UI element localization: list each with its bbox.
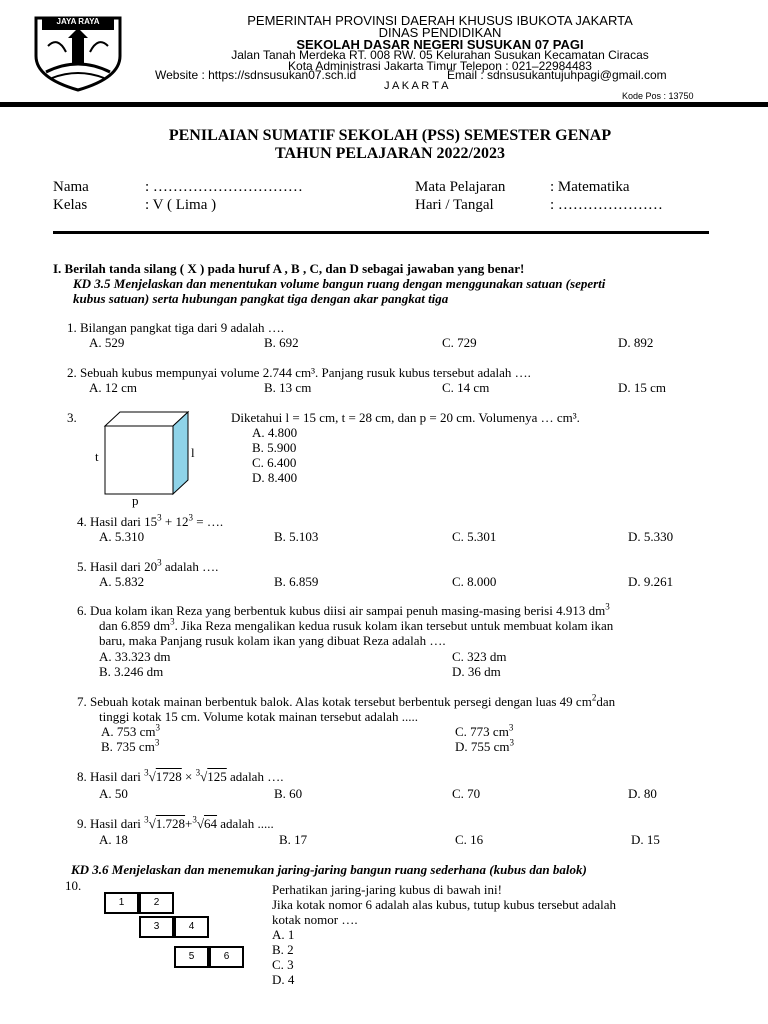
- q7-option-c[interactable]: [455, 724, 513, 739]
- q5-text-start: 5. Hasil dari 20: [77, 559, 158, 574]
- q8-option-c[interactable]: C. 70: [452, 786, 481, 801]
- q7-text-1b: dan: [596, 694, 616, 709]
- net-cell-6: 6: [209, 946, 244, 968]
- q3-option-c[interactable]: C. 6.400: [252, 455, 297, 470]
- net-cell-3: 3: [139, 916, 174, 938]
- question-7-line-2: tinggi kotak 15 cm. Volume kotak mainan tersebut adalah .....: [99, 709, 419, 724]
- q9-option-c[interactable]: C. 16: [455, 832, 484, 847]
- q4-text-end: = ….: [193, 514, 224, 529]
- question-10-number: 10.: [65, 878, 82, 893]
- q7-option-a-exp: 3: [155, 722, 161, 733]
- school-city: J A K A R T A: [384, 80, 449, 92]
- q9-text-end: adalah .....: [217, 816, 274, 831]
- hari-label: Hari / Tangal: [415, 197, 494, 213]
- net-cell-4: 4: [174, 916, 209, 938]
- cuboid-figure: [100, 410, 195, 500]
- q3-option-b[interactable]: B. 5.900: [252, 440, 297, 455]
- q8-root-index-2: 3: [195, 767, 201, 778]
- section-instruction: I. Berilah tanda silang ( X ) pada huruf A , B , C, dan D sebagai jawaban yang benar!: [53, 261, 525, 276]
- nama-label: Nama: [53, 179, 89, 195]
- q1-option-b[interactable]: B. 692: [264, 335, 299, 350]
- q8-radicand-2: 125: [207, 769, 227, 784]
- q8-option-b[interactable]: B. 60: [274, 786, 303, 801]
- question-9: 9. Hasil dari $^3$√1.728+$^3$√64 adalah .....: [77, 814, 274, 831]
- q7-option-c-exp: 3: [508, 722, 514, 733]
- exam-title: PENILAIAN SUMATIF SEKOLAH (PSS) SEMESTER GENAP: [168, 127, 612, 144]
- question-10-line-3: kotak nomor ….: [272, 912, 358, 927]
- q1-option-d[interactable]: D. 892: [618, 335, 654, 350]
- q8-text-start: 8. Hasil dari: [77, 769, 145, 784]
- q6-text-1: 6. Dua kolam ikan Reza yang berbentuk kubus diisi air sampai penuh masing-masing berisi 4.913 dm: [77, 603, 606, 618]
- hari-field: : …………………: [550, 197, 663, 213]
- q7-option-b-text: B. 735 cm: [101, 739, 155, 754]
- q4-option-b[interactable]: B. 5.103: [274, 529, 319, 544]
- q8-option-a[interactable]: A. 50: [99, 786, 128, 801]
- nama-field: : …………………………: [145, 179, 303, 195]
- q4-text-start: 4. Hasil dari 15: [77, 514, 158, 529]
- q5-option-b[interactable]: B. 6.859: [274, 574, 319, 589]
- question-6-line-3: baru, maka Panjang rusuk kolam ikan yang dibuat Reza adalah ….: [99, 633, 446, 648]
- q2-option-a[interactable]: A. 12 cm: [89, 380, 138, 395]
- header-divider: [0, 102, 768, 107]
- q2-option-b[interactable]: B. 13 cm: [264, 380, 312, 395]
- net-cell-2: 2: [139, 892, 174, 914]
- cuboid-label-t: t: [95, 449, 99, 464]
- school-logo: [32, 16, 124, 92]
- kd-35-line-1: KD 3.5 Menjelaskan dan menentukan volume bangun ruang dengan menggunakan satuan (seperti: [73, 276, 606, 291]
- school-name: SEKOLAH DASAR NEGERI SUSUKAN 07 PAGI: [296, 37, 584, 52]
- logo-text: JAYA RAYA: [56, 17, 100, 26]
- q4-option-a[interactable]: A. 5.310: [99, 529, 145, 544]
- question-6-line-2: [99, 618, 613, 633]
- q8-option-d[interactable]: D. 80: [628, 786, 657, 801]
- q9-radicand-1: 1.728: [155, 816, 186, 831]
- q7-exponent: 2: [591, 692, 597, 703]
- q9-option-a[interactable]: A. 18: [99, 832, 128, 847]
- q7-option-a[interactable]: [101, 724, 160, 739]
- q5-text-end: adalah ….: [161, 559, 219, 574]
- q9-text-start: 9. Hasil dari: [77, 816, 145, 831]
- q8-root-index-1: 3: [144, 767, 149, 778]
- q9-option-d[interactable]: D. 15: [631, 832, 660, 847]
- header-line-2: DINAS PENDIDIKAN: [378, 25, 502, 40]
- question-8: 8. Hasil dari $^3$√1728 × $^3$√125 adalah ….: [77, 767, 284, 784]
- question-10-line-1: Perhatikan jaring-jaring kubus di bawah ini!: [272, 882, 502, 897]
- q10-option-c[interactable]: C. 3: [272, 957, 294, 972]
- school-website: Website : https://sdnsusukan07.sch.id: [155, 68, 357, 82]
- q9-option-b[interactable]: B. 17: [279, 832, 308, 847]
- q7-option-d-exp: 3: [509, 737, 515, 748]
- cuboid-label-l: l: [191, 445, 195, 460]
- q6-exponent-1: 3: [605, 601, 610, 612]
- q6-option-d[interactable]: D. 36 dm: [452, 664, 501, 679]
- school-email: Email : sdnsusukantujuhpagi@gmail.com: [447, 68, 667, 82]
- q3-option-d[interactable]: D. 8.400: [252, 470, 298, 485]
- q4-exponent-2: 3: [188, 512, 193, 523]
- q8-text-end: adalah ….: [226, 769, 284, 784]
- question-3: Diketahui l = 15 cm, t = 28 cm, dan p = 20 cm. Volumenya … cm³.: [231, 410, 580, 425]
- exam-year: TAHUN PELAJARAN 2022/2023: [275, 145, 505, 162]
- q6-text-2a: dan 6.859 dm: [99, 618, 171, 633]
- q4-option-c[interactable]: C. 5.301: [452, 529, 497, 544]
- kd-36: KD 3.6 Menjelaskan dan menemukan jaring-jaring bangun ruang sederhana (kubus dan balok): [71, 862, 587, 877]
- question-6-line-1: [77, 603, 610, 618]
- mapel-field: : Matematika: [550, 179, 630, 195]
- q4-text-mid: + 12: [161, 514, 189, 529]
- q5-option-c[interactable]: C. 8.000: [452, 574, 497, 589]
- question-10-line-2: Jika kotak nomor 6 adalah alas kubus, tutup kubus tersebut adalah: [272, 897, 617, 912]
- q10-option-d[interactable]: D. 4: [272, 972, 295, 987]
- q7-option-b[interactable]: [101, 739, 159, 754]
- q1-option-a[interactable]: A. 529: [89, 335, 125, 350]
- q2-option-c[interactable]: C. 14 cm: [442, 380, 490, 395]
- q5-option-d[interactable]: D. 9.261: [628, 574, 674, 589]
- header-line-1: PEMERINTAH PROVINSI DAERAH KHUSUS IBUKOTA JAKARTA: [247, 13, 633, 28]
- q6-option-a[interactable]: A. 33.323 dm: [99, 649, 171, 664]
- q7-option-d-text: D. 755 cm: [455, 739, 510, 754]
- question-2: 2. Sebuah kubus mempunyai volume 2.744 cm³. Panjang rusuk kubus tersebut adalah ….: [67, 365, 531, 380]
- q7-option-d[interactable]: [455, 739, 514, 754]
- q10-option-a[interactable]: A. 1: [272, 927, 295, 942]
- q9-root-index-1: 3: [144, 814, 149, 825]
- q9-radicand-2: 64: [204, 816, 218, 831]
- q4-exponent-1: 3: [157, 512, 162, 523]
- q6-exponent-2: 3: [170, 616, 175, 627]
- q8-operator: ×: [181, 769, 196, 784]
- kelas-label: Kelas: [53, 197, 88, 213]
- net-cell-5: 5: [174, 946, 209, 968]
- q7-option-b-exp: 3: [154, 737, 160, 748]
- q9-operator: +: [185, 816, 193, 831]
- q3-option-a[interactable]: A. 4.800: [252, 425, 298, 440]
- cuboid-label-p: p: [132, 493, 139, 508]
- question-7-line-1: [77, 694, 615, 709]
- q4-option-d[interactable]: D. 5.330: [628, 529, 674, 544]
- q6-option-b[interactable]: B. 3.246 dm: [99, 664, 164, 679]
- q7-option-a-text: A. 753 cm: [101, 724, 156, 739]
- q9-root-index-2: 3: [192, 814, 197, 825]
- q10-option-b[interactable]: B. 2: [272, 942, 294, 957]
- info-divider: [53, 231, 709, 234]
- q2-option-d[interactable]: D. 15 cm: [618, 380, 667, 395]
- postal-code: Kode Pos : 13750: [622, 91, 694, 101]
- school-city-phone: Kota Administrasi Jakarta Timur Telepon : 021–22984483: [288, 59, 592, 73]
- question-4: [77, 514, 223, 529]
- kelas-field: : V ( Lima ): [145, 197, 217, 213]
- kd-35-line-2: kubus satuan) serta hubungan pangkat tiga dengan akar pangkat tiga: [73, 291, 449, 306]
- q7-option-c-text: C. 773 cm: [455, 724, 509, 739]
- q6-option-c[interactable]: C. 323 dm: [452, 649, 507, 664]
- q7-text-1a: 7. Sebuah kotak mainan berbentuk balok. Alas kotak tersebut berbentuk persegi dengan luas 49 cm: [77, 694, 592, 709]
- school-address: Jalan Tanah Merdeka RT. 008 RW. 05 Kelurahan Susukan Kecamatan Ciracas: [231, 48, 649, 62]
- mapel-label: Mata Pelajaran: [415, 179, 506, 195]
- net-cell-1: 1: [104, 892, 139, 914]
- q1-option-c[interactable]: C. 729: [442, 335, 477, 350]
- q5-option-a[interactable]: A. 5.832: [99, 574, 145, 589]
- q6-text-2b: . Jika Reza mengalikan kedua rusuk kolam ikan tersebut untuk membuat kolam ikan: [174, 618, 614, 633]
- question-5: [77, 559, 218, 574]
- question-1: 1. Bilangan pangkat tiga dari 9 adalah ….: [67, 320, 284, 335]
- question-3-number: 3.: [67, 410, 77, 425]
- q8-radicand-1: 1728: [155, 769, 182, 784]
- q5-exponent: 3: [157, 557, 162, 568]
